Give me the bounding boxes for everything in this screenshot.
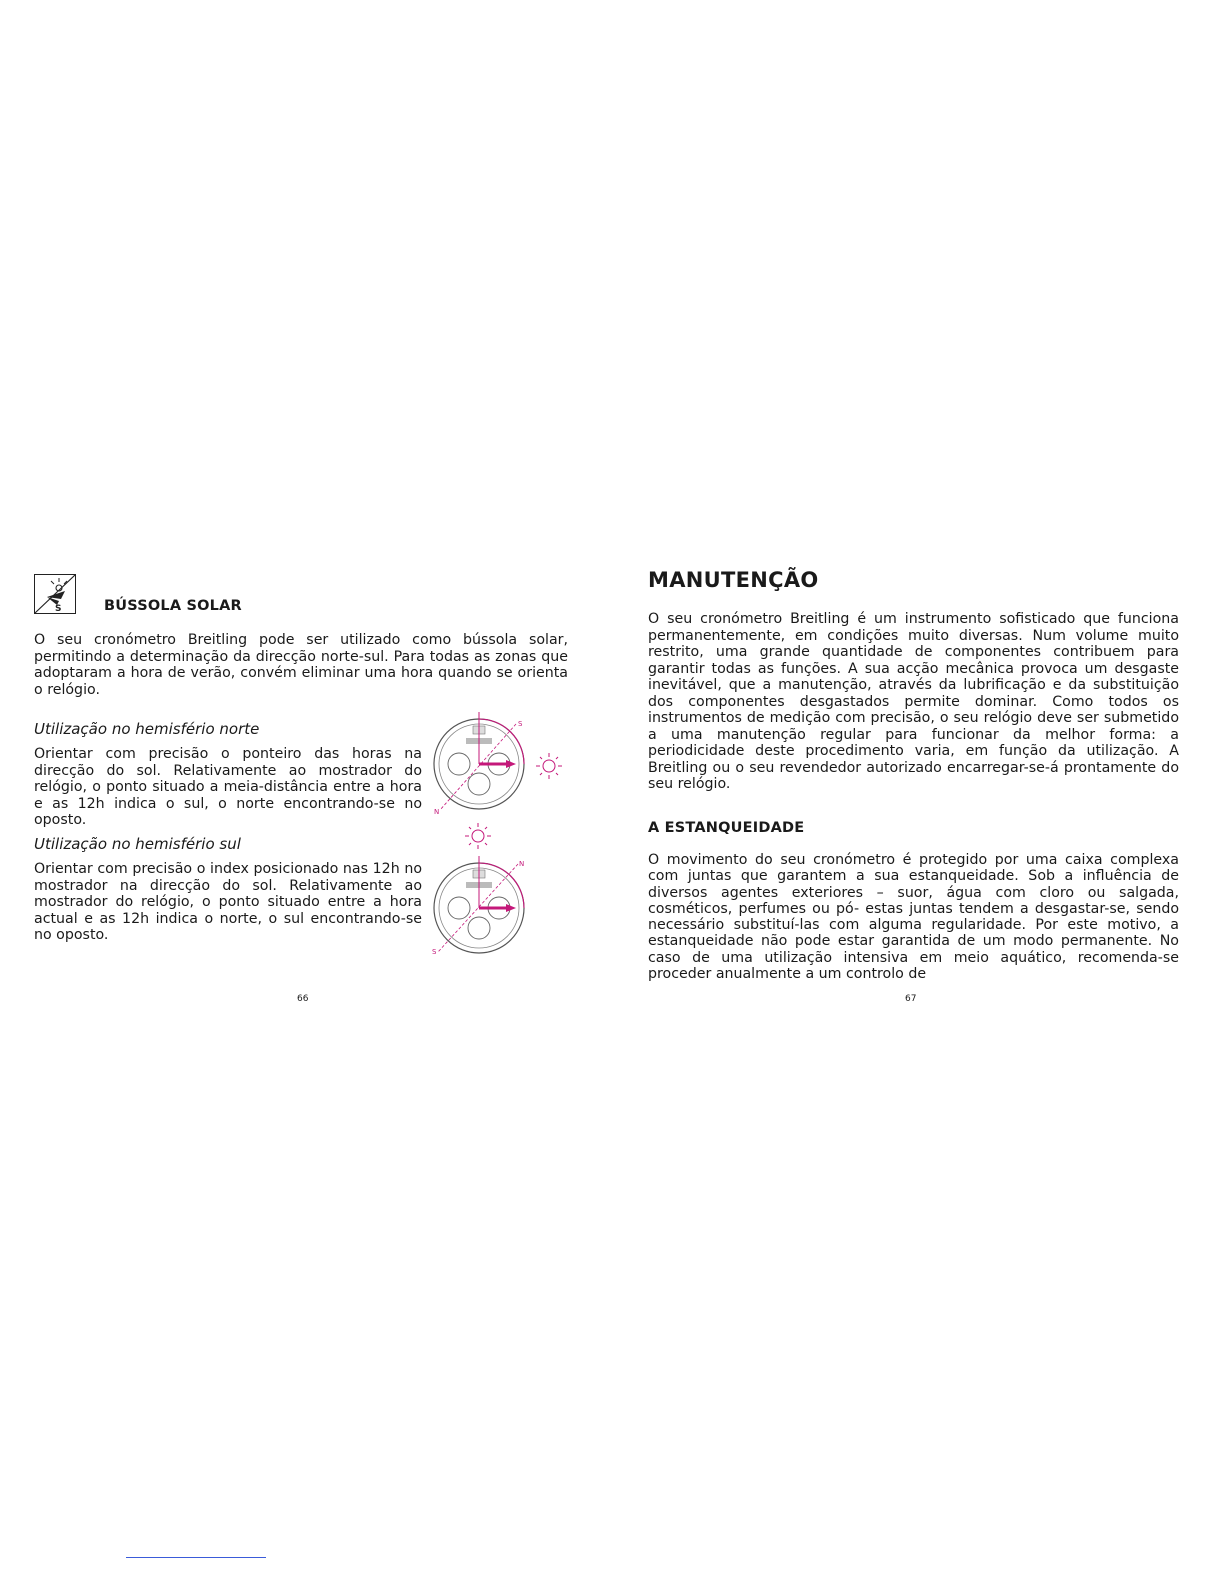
- maintenance-paragraph: O seu cronómetro Breitling é um instrumento sofisticado que funciona permanentemente, em condições muito diversas. Num volume muito restrito, uma grande quantidade de componentes contribuem para garantir todas as funções. A sua acção mecânica provoca um desgaste inevitável, que a manutenção, através da lubrificação e da substituição dos componentes desgastados permite dominar. Como todos os instrumentos de medição com precisão, o seu relógio deve ser submetido a uma manutenção regular para funcionar da melhor forma: a periodicidade deste procedimento varia, em função da utilização. A Breitling ou o seu revendedor autorizado encarregar-se-á prontamente do seu relógio.: [648, 611, 1179, 792]
- south-subtitle: Utilização no hemisfério sul: [34, 835, 241, 853]
- south-marker: S: [518, 720, 523, 728]
- north-subtitle: Utilização no hemisfério norte: [34, 720, 260, 738]
- watertightness-paragraph: O movimento do seu cronómetro é protegido por uma caixa complexa com juntas que garantem a sua estanqueidade. Sob a influência de diversos agentes exteriores – suor, água com cloro ou salgada, cosméticos, perfumes ou pó- estas juntas tendem a desgastar-se, sendo necessário substituí-las com alguma regularidade. Por este motivo, a estanqueidade não pode estar garantida de um modo permanente. No caso de uma utilização intensiva em meio aquático, recomenda-se proceder anualmente a um controlo de: [648, 852, 1179, 983]
- north-paragraph: Orientar com precisão o ponteiro das horas na direcção do sol. Relativamente ao mostrador do relógio, o ponto situado a meia-distância entre a hora e as 12h indica o sul, o norte encontrando-se no oposto.: [34, 746, 422, 829]
- sun-compass-icon: [34, 574, 76, 614]
- icon-s-label: S: [55, 604, 62, 614]
- north-hemisphere-dial-diagram: [428, 712, 568, 822]
- page-number-left: 66: [297, 994, 309, 1004]
- page-title: MANUTENÇÃO: [648, 568, 819, 592]
- south-paragraph: Orientar com precisão o index posicionado nas 12h no mostrador na direcção do sol. Relativamente ao mostrador do relógio, o ponto situado entre a hora actual e as 12h indica o norte, o sul encontrando-se no oposto.: [34, 861, 422, 944]
- sun-icon: [465, 823, 491, 849]
- south-marker: S: [432, 948, 437, 956]
- north-marker: N: [434, 808, 440, 816]
- south-hemisphere-dial-diagram: [428, 818, 568, 958]
- section-heading-watertightness: A ESTANQUEIDADE: [648, 820, 805, 836]
- page-number-right: 67: [905, 994, 917, 1004]
- north-marker: N: [519, 860, 525, 868]
- bottom-rule: [126, 1557, 266, 1558]
- section-heading: BÚSSOLA SOLAR: [104, 598, 242, 614]
- sun-icon: [536, 753, 562, 779]
- intro-paragraph: O seu cronómetro Breitling pode ser utilizado como bússola solar, permitindo a determinação da direcção norte-sul. Para todas as zonas que adoptaram a hora de verão, convém eliminar uma hora quando se orienta o relógio.: [34, 632, 568, 698]
